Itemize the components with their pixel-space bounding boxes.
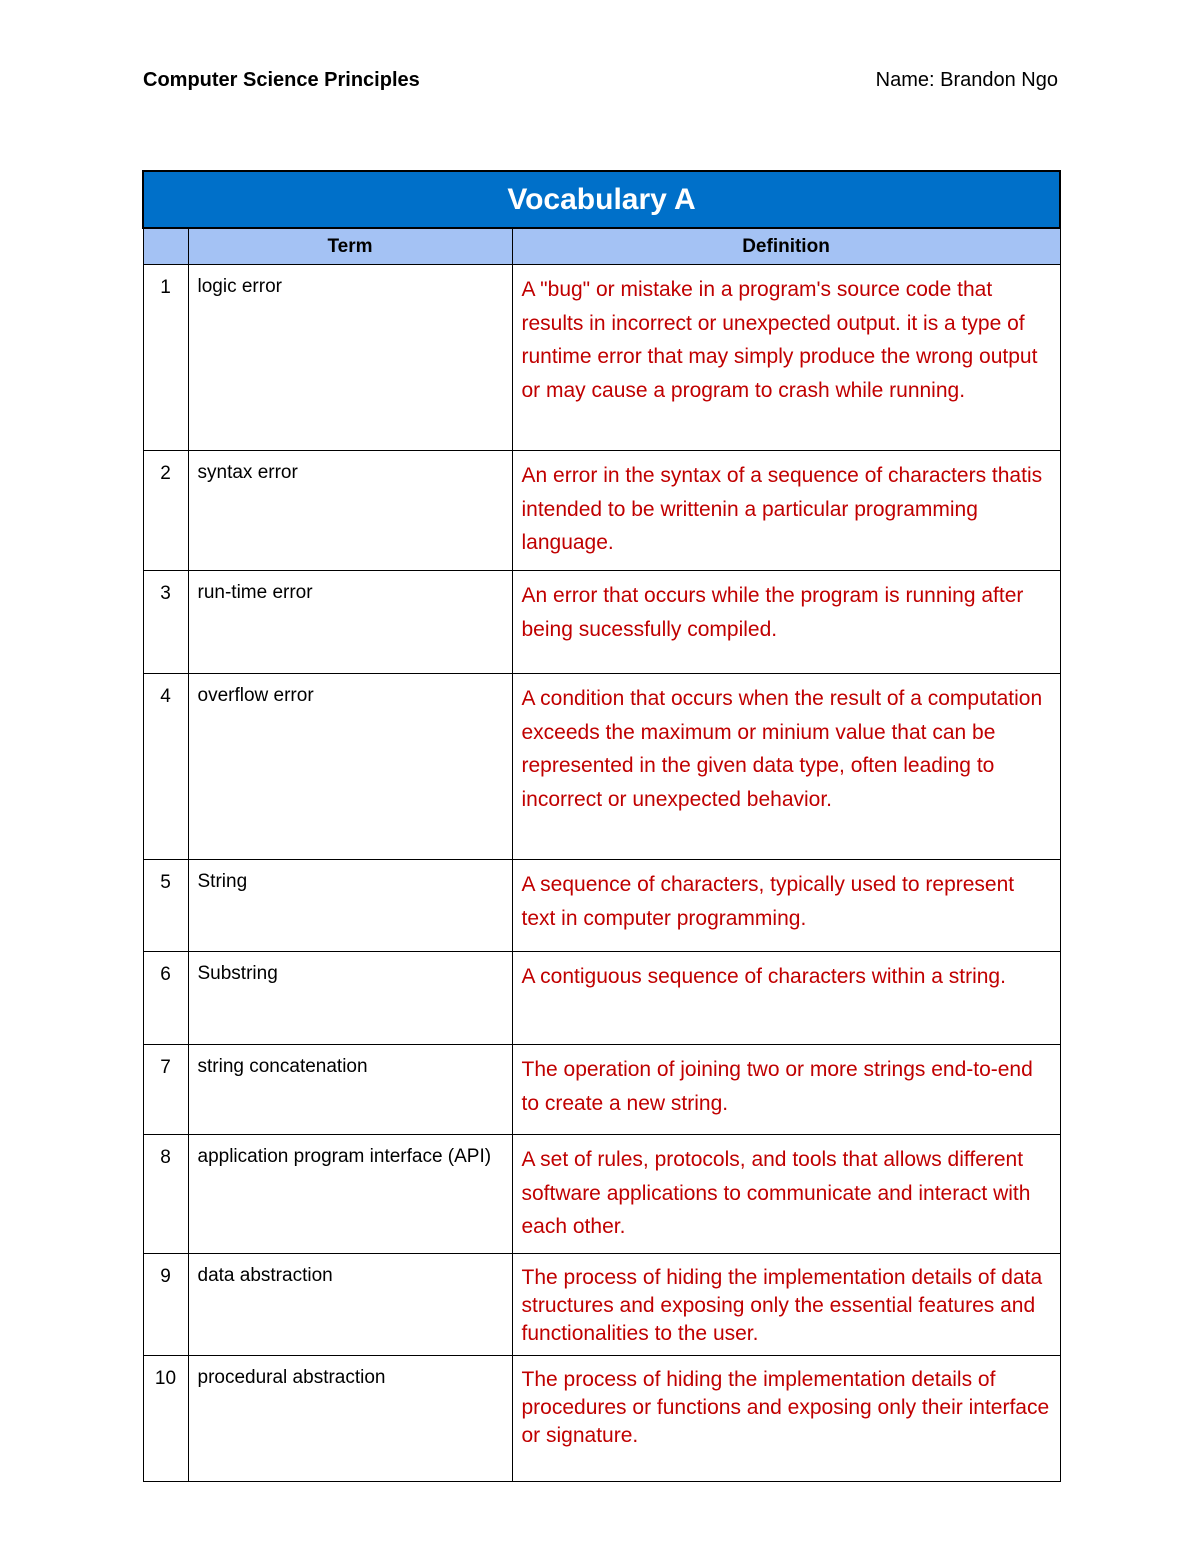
definition-cell: The process of hiding the implementation details of procedures or functions and exposing only their interface or signature. — [512, 1356, 1060, 1482]
term-cell — [188, 674, 512, 860]
term-text: data abstraction — [197, 1265, 333, 1286]
table-row — [143, 1045, 1060, 1135]
row-number: 7 — [143, 1045, 188, 1135]
column-header-definition: Definition — [512, 228, 1060, 265]
row-number: 9 — [143, 1254, 188, 1356]
vocabulary-table — [142, 170, 1061, 1482]
definition-cell: A condition that occurs when the result of a computation exceeds the maximum or minium value that can be represented in the given data type, often leading to incorrect or unexpected behavior. — [512, 674, 1060, 860]
term-text: application program interface (API) — [197, 1146, 492, 1167]
term-cell — [188, 1356, 512, 1482]
term-cell — [188, 265, 512, 451]
table-row — [143, 1356, 1060, 1482]
definition-cell: A set of rules, protocols, and tools that allows different software applications to communicate and interact with each other. — [512, 1135, 1060, 1254]
table-row — [143, 571, 1060, 674]
term-cell — [188, 952, 512, 1045]
row-number: 10 — [143, 1356, 188, 1482]
term-text: overflow error — [197, 685, 314, 706]
table-row — [143, 952, 1060, 1045]
term-cell — [188, 451, 512, 571]
student-name: Name: Brandon Ngo — [875, 69, 1058, 91]
row-number: 3 — [143, 571, 188, 674]
term-text: logic error — [197, 276, 282, 297]
term-text: syntax error — [197, 462, 298, 483]
definition-cell: The process of hiding the implementation details of data structures and exposing only the essential features and functionalities to the user. — [512, 1254, 1060, 1356]
term-cell — [188, 1045, 512, 1135]
row-number: 1 — [143, 265, 188, 451]
definition-cell: A sequence of characters, typically used to represent text in computer programming. — [512, 860, 1060, 952]
term-cell — [188, 1254, 512, 1356]
definition-cell: An error in the syntax of a sequence of characters thatis intended to be writtenin a particular programming language. — [512, 451, 1060, 571]
term-text: run-time error — [197, 582, 313, 603]
term-text: procedural abstraction — [197, 1367, 386, 1388]
term-text: String — [197, 871, 248, 892]
column-header-term: Term — [188, 228, 512, 265]
column-header-number — [143, 228, 188, 265]
row-number: 5 — [143, 860, 188, 952]
row-number: 8 — [143, 1135, 188, 1254]
table-row — [143, 860, 1060, 952]
definition-cell: An error that occurs while the program is running after being sucessfully compiled. — [512, 571, 1060, 674]
row-number: 6 — [143, 952, 188, 1045]
table-title: Vocabulary A — [143, 171, 1060, 228]
term-text: string concatenation — [197, 1056, 368, 1077]
row-number: 2 — [143, 451, 188, 571]
table-row — [143, 451, 1060, 571]
term-cell — [188, 571, 512, 674]
row-number: 4 — [143, 674, 188, 860]
table-row — [143, 674, 1060, 860]
term-text: Substring — [197, 963, 278, 984]
term-cell — [188, 1135, 512, 1254]
table-row — [143, 265, 1060, 451]
definition-cell: The operation of joining two or more strings end-to-end to create a new string. — [512, 1045, 1060, 1135]
definition-cell: A "bug" or mistake in a program's source code that results in incorrect or unexpected output. it is a type of runtime error that may simply produce the wrong output or may cause a program to crash while running. — [512, 265, 1060, 451]
definition-cell: A contiguous sequence of characters within a string. — [512, 952, 1060, 1045]
table-row — [143, 1254, 1060, 1356]
term-cell — [188, 860, 512, 952]
table-row — [143, 1135, 1060, 1254]
course-title: Computer Science Principles — [143, 69, 420, 91]
